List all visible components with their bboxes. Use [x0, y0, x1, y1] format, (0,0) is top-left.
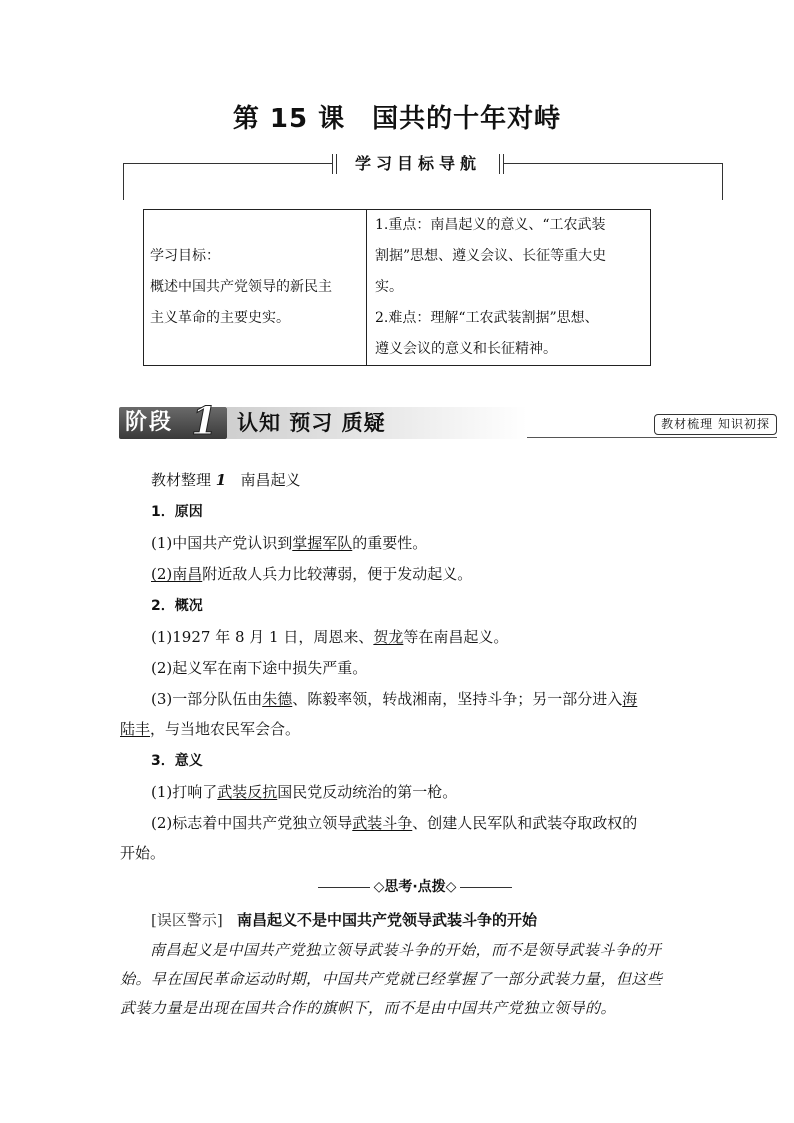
think-divider: [300, 876, 530, 896]
explanation-line: 南昌起义是中国共产党独立领导武装斗争的开始，而不是领导武装斗争的开: [150, 941, 662, 959]
stage-number: 1: [191, 398, 218, 443]
underlined-term: 武装斗争: [352, 814, 413, 832]
text: (2)标志着中国共产党独立领导: [151, 814, 353, 832]
goals-left-line: 主义革命的主要史实。: [150, 310, 290, 326]
underlined-term: (2)南昌: [151, 565, 203, 583]
goals-right-line: 实。: [375, 279, 403, 295]
section-name: 南昌起义: [240, 471, 301, 489]
stage-rule: [527, 437, 777, 438]
stage-tag: 教材梳理 知识初探: [654, 414, 777, 435]
stage-heading: 认知 预习 质疑: [237, 411, 386, 435]
underlined-term: 武装反抗: [217, 783, 278, 801]
overview-line-1: [151, 627, 508, 647]
goals-table: [143, 209, 651, 366]
text: 国民党反动统治的第一枪。: [277, 783, 458, 801]
text: ，与当地农民军会合。: [150, 720, 301, 738]
goals-right-line: 2.难点：理解“工农武装割据”思想、: [375, 310, 599, 326]
stage-label: 阶段: [125, 410, 174, 435]
goals-left-cell: [144, 210, 367, 366]
heading-meaning: 3．意义: [151, 753, 203, 769]
think-label: ◇思考·点拨◇: [373, 879, 457, 895]
warning-line: [151, 910, 537, 930]
meaning-line-2: [151, 813, 637, 833]
goals-right-line: 1.重点：南昌起义的意义、“工农武装: [375, 217, 606, 233]
overview-line-3: [151, 689, 637, 709]
goals-right-line: 割据”思想、遵义会议、长征等重大史: [375, 248, 607, 264]
meaning-line-2-cont: 开始。: [120, 844, 166, 862]
goals-right-cell: [367, 210, 651, 366]
overview-line-2: (2)起义军在南下途中损失严重。: [151, 659, 368, 677]
text: 、陈毅率领，转战湘南，坚持斗争；另一部分进入: [292, 690, 623, 708]
meaning-line-1: [151, 782, 457, 802]
goals-left-line: 概述中国共产党领导的新民主: [150, 279, 332, 295]
underlined-term: 贺龙: [373, 628, 404, 646]
warning-text: 南昌起义不是中国共产党领导武装斗争的开始: [237, 911, 538, 929]
text: (3)一部分队伍由: [151, 690, 263, 708]
text: (1)打响了: [151, 783, 218, 801]
page-title: 第 15 课 国共的十年对峙: [232, 104, 562, 134]
heading-cause: 1．原因: [151, 504, 203, 520]
heading-overview: 2．概况: [151, 598, 203, 614]
explanation-line: 始。早在国民革命运动时期，中国共产党就已经掌握了一部分武装力量，但这些: [120, 970, 663, 988]
underlined-term: 海: [622, 690, 638, 708]
explanation-line: 武装力量是出现在国共合作的旗帜下，而不是由中国共产党独立领导的。: [120, 999, 617, 1017]
underlined-term: 掌握军队: [292, 534, 353, 552]
overview-line-3-cont: [120, 719, 300, 739]
nav-label: 学习目标导航: [332, 152, 504, 176]
text: 附近敌人兵力比较薄弱，便于发动起义。: [202, 565, 473, 583]
explanation-paragraph: [120, 936, 675, 1023]
section-number: 1: [215, 471, 227, 489]
cause-line-2: [151, 564, 472, 584]
text: 的重要性。: [352, 534, 428, 552]
section-heading: [151, 470, 301, 490]
goals-left-line: 学习目标：: [150, 248, 220, 264]
warning-label: [误区警示]: [151, 911, 223, 929]
text: 等在南昌起义。: [403, 628, 509, 646]
section-prefix: 教材整理: [151, 471, 212, 489]
stage-banner: [119, 398, 777, 443]
text: (1)中国共产党认识到: [151, 534, 293, 552]
underlined-term: 朱德: [262, 690, 293, 708]
underlined-term: 陆丰: [120, 720, 151, 738]
text: 、创建人民军队和武装夺取政权的: [412, 814, 638, 832]
cause-line-1: [151, 533, 427, 553]
text: (1)1927 年 8 月 1 日，周恩来、: [151, 628, 374, 646]
goals-right-line: 遵义会议的意义和长征精神。: [375, 341, 557, 357]
